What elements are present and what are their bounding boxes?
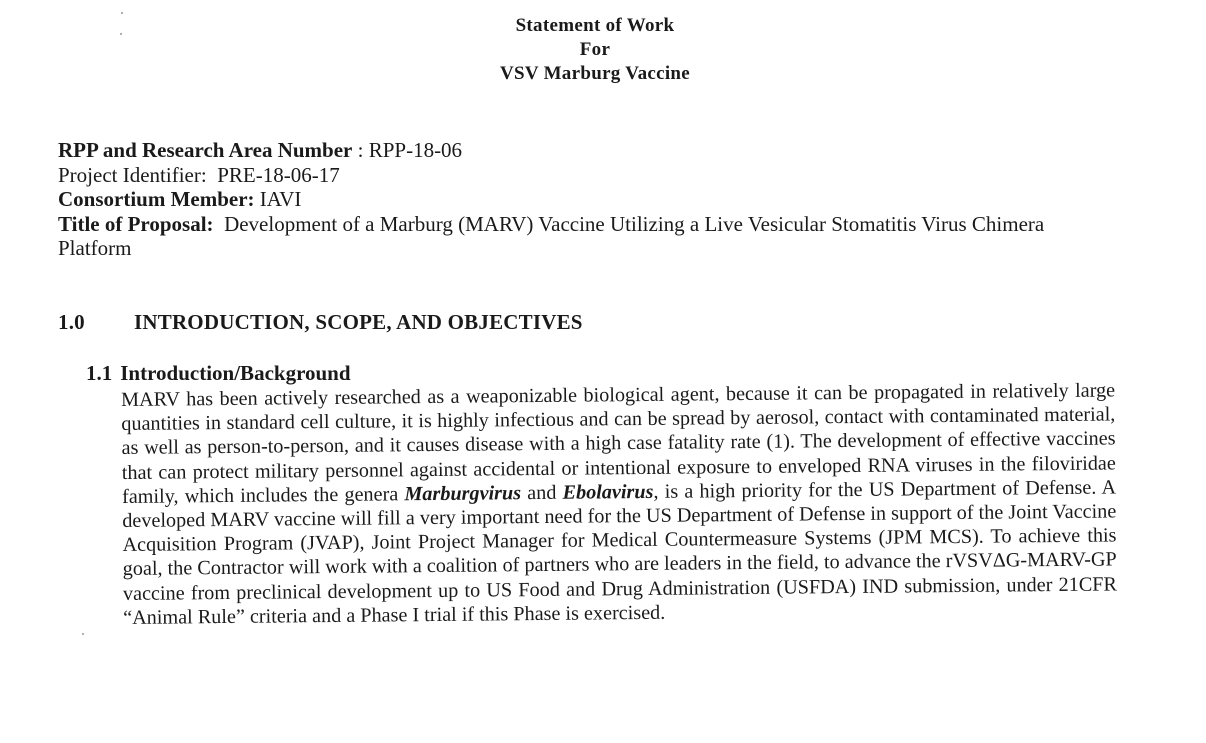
title-line-1: Statement of Work [515,15,675,36]
consortium-member-row [58,187,1158,212]
document-metadata [58,138,1158,261]
proposal-title-value: Development of a Marburg (MARV) Vaccine Utilizing a Live Vesicular Stomatitis Virus Chimera Platform [58,211,1050,260]
title-line-3: VSV Marburg Vaccine [499,63,691,84]
subsection-number: 1.1 [86,361,113,385]
rpp-value: : RPP-18-06 [352,138,463,162]
subsection-title: Introduction/Background [120,361,351,385]
project-identifier-label: Project Identifier: [58,162,207,187]
section-number: 1.0 [58,310,85,334]
proposal-title-row [58,212,1098,261]
project-identifier-value: PRE-18-06-17 [206,162,340,187]
rpp-row [58,138,1158,163]
genus-ebolavirus: Ebolavirus [562,480,654,504]
genus-marburgvirus: Marburgvirus [404,481,522,506]
section-title: INTRODUCTION, SCOPE, AND OBJECTIVES [134,310,583,334]
section-heading [58,310,583,335]
document-title [0,14,1190,86]
proposal-title-label: Title of Proposal: [58,211,214,236]
paragraph-text-part-3: , is a high priority for the US Department of Defense. A developed MARV vaccine will fill a very important need for the US Department of Defense in support of the Joint Vaccine Acquisition Program (JVAP), Joint Project Manager for Medical Countermeasure Systems (JPM MCS). To achieve this goal, the Contractor will work with a coalition of partners who are leaders in the field, to advance the rVSVΔG-MARV-GP vaccine from preclinical development up to US Food and Drug Administration (USFDA) IND submission, under 21CFR “Animal Rule” criteria and a Phase I trial if this Phase is exercised. [122,476,1118,629]
subsection-heading [86,361,351,386]
project-identifier-row [58,163,1158,188]
paragraph-text-part-1: MARV has been actively researched as a weaponizable biological agent, because it can be propagated in relatively large quantities in standard cell culture, it is highly infectious and can be spread by aerosol, contact with contaminated material, as well as person-to-person, and it causes disease with a high case fatality rate (1). The development of effective vaccines that can protect military personnel against accidental or intentional exposure to enveloped RNA viruses in the filoviridae family, which includes the genera [121,379,1116,508]
background-paragraph [121,378,1117,630]
rpp-label: RPP and Research Area Number [58,138,353,162]
consortium-member-value: IAVI [254,187,302,211]
paragraph-text-part-2: and [520,481,563,504]
title-line-2: For [579,39,611,60]
scan-speck [82,633,84,635]
consortium-member-label: Consortium Member: [58,187,255,211]
